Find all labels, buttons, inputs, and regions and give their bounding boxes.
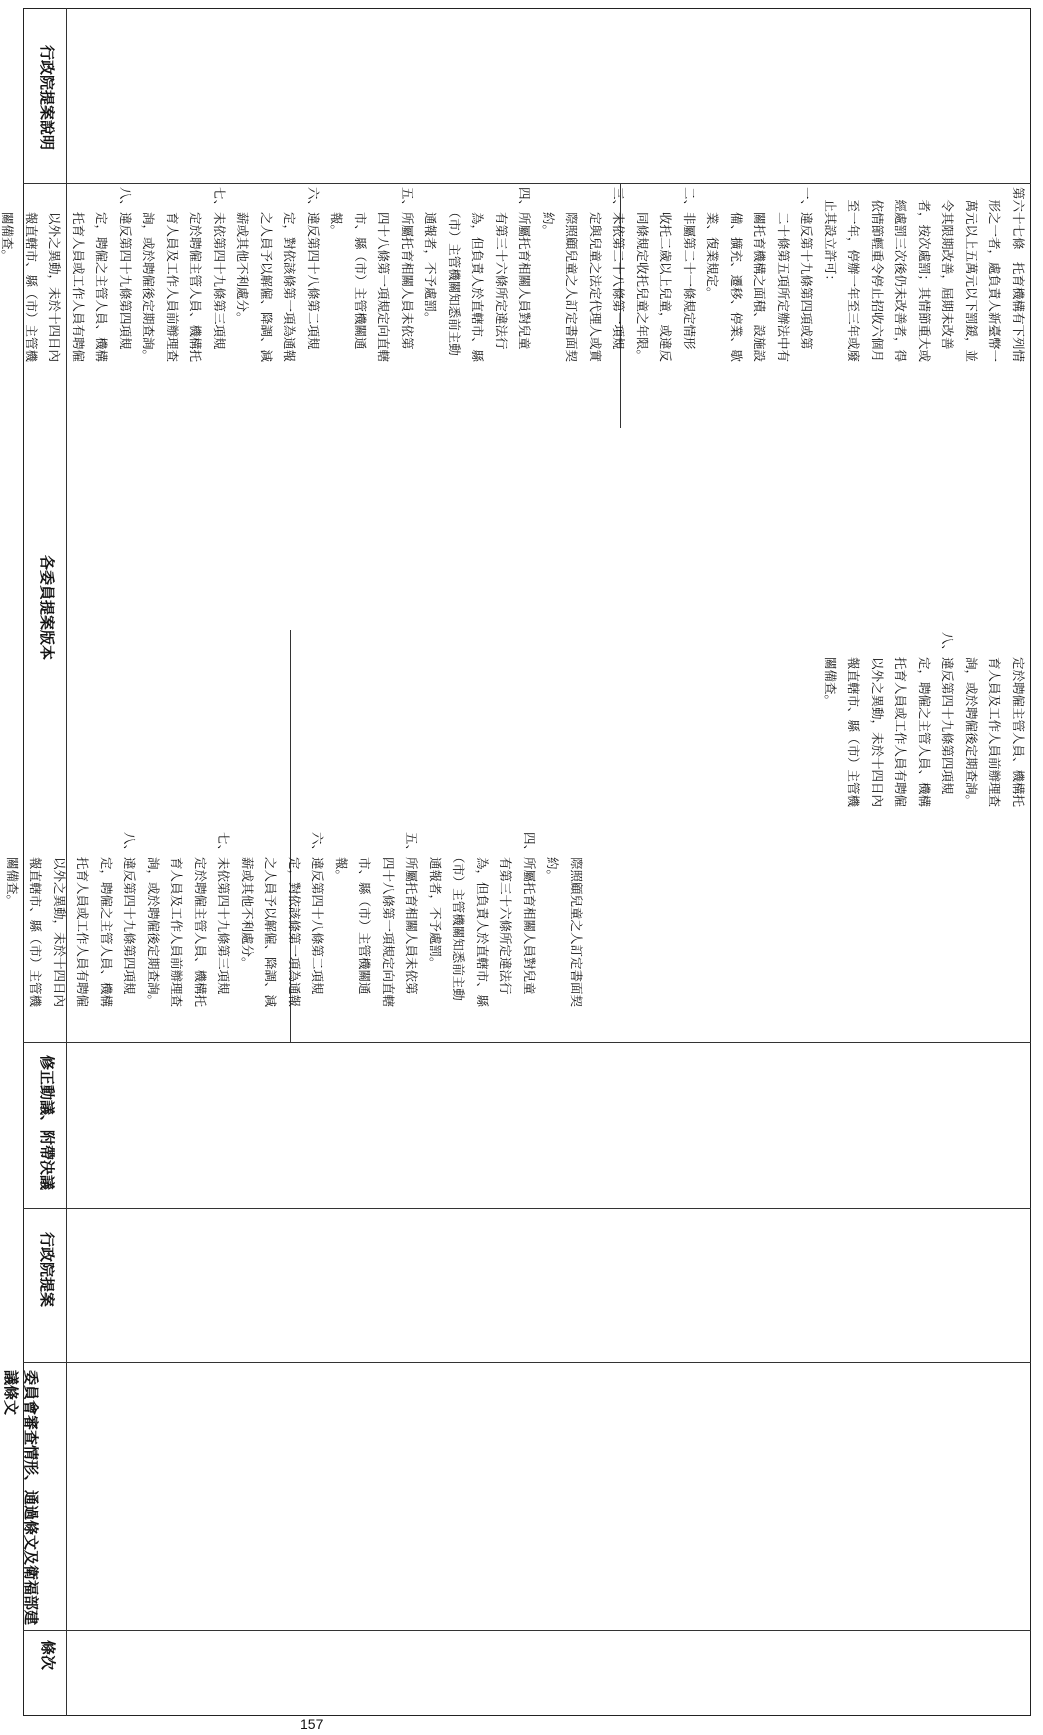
divider-article	[23, 1630, 1031, 1631]
text-line: 定於聘僱主管人員、機構托	[188, 187, 204, 363]
text-line: 育人員及工作人員前辦理查	[169, 832, 185, 1008]
text-line: 育人員及工作人員前辦理查	[165, 187, 180, 363]
text-line: 五、所屬托育相關人員未依第	[404, 832, 420, 995]
header-article: 條次	[39, 1640, 57, 1671]
text-line: 育人員及工作人員前辦理查	[987, 632, 1003, 808]
proposal-text-continued	[0, 832, 588, 1007]
text-line: 薪或其他不利處分。	[235, 187, 251, 325]
text-line: 托育人員或工作人員有聘僱	[75, 832, 91, 1008]
text-line: 至一年，停辦一年至三年或廢	[846, 187, 862, 363]
text-line: 二、非屬第二十一條規定情形	[682, 187, 697, 350]
text-line: 詢，或於聘僱後定期查詢。	[141, 187, 157, 363]
text-line: 報。	[334, 832, 349, 883]
text-line: 五、所屬托育相關人員未依第	[400, 187, 415, 350]
proposal-text-mid	[819, 632, 1031, 807]
text-line: 定，聘僱之主管人員、機構	[99, 832, 114, 1008]
text-line: 關備查。	[5, 832, 20, 908]
text-line: 市、縣（市）主管機關通	[357, 832, 373, 995]
text-line: 托育人員或工作人員有聘僱	[71, 187, 86, 363]
text-line: 四十八條第一項規定向直轄	[381, 832, 396, 1008]
text-line: 以外之異動，未於十四日內	[52, 832, 67, 1008]
text-line: 定與兒童之法定代理人或實	[588, 187, 603, 363]
text-line: 報直轄市、縣（市）主管機	[28, 832, 44, 1008]
text-line: 定，聘僱之主管人員、機構	[94, 187, 110, 363]
text-line: 之人員予以解僱、降調、減	[263, 832, 279, 1008]
text-line: 二十條第五項所定辦法中有	[776, 187, 791, 363]
text-line: 際照顧兒童之人訂定書面契	[564, 187, 580, 363]
text-line: 八、違反第四十九條第四項規	[122, 832, 138, 995]
text-line: 為，但負責人於直轄市、縣	[470, 187, 486, 363]
text-line: 之人員予以解僱、降調、減	[259, 187, 274, 363]
text-line: （市）主管機關知悉前主動	[447, 187, 462, 356]
text-line: 為，但負責人於直轄市、縣	[475, 832, 490, 1008]
text-line: 萬元以上五萬元以下罰鍰，並	[964, 187, 979, 363]
divider-explanation	[23, 183, 1031, 184]
text-line: 形之一者，處負責人新臺幣一	[987, 187, 1003, 363]
text-line: 六、違反第四十八條第二項規	[306, 187, 321, 350]
text-line: 七、未依第四十九條第三項規	[212, 187, 227, 350]
text-line: 市、縣（市）主管機關通	[353, 187, 368, 350]
text-line: 定於聘僱主管人員、機構托	[193, 832, 208, 1008]
text-line: 四十八條第一項規定向直轄	[376, 187, 392, 363]
text-line: 報直轄市、縣（市）主管機	[24, 187, 39, 363]
text-line: 托育人員或工作人員有聘僱	[893, 632, 909, 808]
text-line: 依情節輕重令停止招收六個月	[870, 187, 885, 363]
text-line: 止其設立許可：	[823, 187, 838, 288]
header-amendment: 修正動議、附帶決議	[38, 1055, 56, 1191]
text-line: 通報者，不予處罰。	[428, 832, 443, 970]
text-line: 定於聘僱主管人員、機構托	[1011, 632, 1026, 808]
text-line: 七、未依第四十九條第三項規	[216, 832, 232, 995]
text-line: 四、所屬托育相關人員對兒童	[522, 832, 537, 995]
text-line: 報。	[329, 187, 345, 238]
header-review: 委員會審查情形、通過條文及衛福部建議條文	[2, 1370, 40, 1626]
header-explanation: 行政院提案說明	[38, 45, 56, 151]
text-line: 者，按次處罰；其情節重大或	[917, 187, 932, 363]
text-line: 備、擴充、遷移、停業、歇	[729, 187, 744, 363]
text-line: 報直轄市、縣（市）主管機	[846, 632, 862, 808]
text-line: 關托育機構之面積、設施設	[752, 187, 768, 363]
text-line: 以外之異動，未於十四日內	[870, 632, 885, 808]
divider-amendment	[23, 1042, 1031, 1043]
text-line: 八、違反第四十九條第四項規	[118, 187, 133, 350]
text-line: 六、違反第四十八條第二項規	[310, 832, 326, 995]
text-line: 有第三十六條所定違法行	[498, 832, 514, 995]
text-line: 第六十七條 托育機構有下列情	[1011, 187, 1026, 363]
divider-review	[23, 1362, 1031, 1363]
text-line: 際照顧兒童之人訂定書面契	[569, 832, 584, 1008]
text-line: 八、違反第四十九條第四項規	[940, 632, 956, 795]
text-line: 經處罰三次後仍未改善者，得	[893, 187, 909, 363]
text-line: 定，對依該條第一項為通報	[287, 832, 302, 1008]
text-line: （市）主管機關知悉前主動	[451, 832, 467, 1001]
text-line: 業、復業規定。	[705, 187, 721, 300]
text-line: 四、所屬托育相關人員對兒童	[517, 187, 533, 350]
text-line: 有第三十六條所定違法行	[494, 187, 509, 350]
text-line: 約。	[545, 832, 561, 883]
text-line: 約。	[541, 187, 556, 238]
text-line: 令其限期改善，屆期未改善	[940, 187, 956, 350]
text-line: 關備查。	[0, 187, 16, 263]
page-number: 157	[300, 1716, 324, 1732]
text-line: 定，對依該條第一項為通報	[282, 187, 298, 363]
text-line: 同條規定收托兒童之年限。	[635, 187, 650, 363]
text-line: 三、未依第二十八條第一項規	[611, 187, 627, 350]
text-line: 關備查。	[823, 632, 838, 708]
text-line: 一、違反第十九條第四項或第	[799, 187, 815, 350]
text-line: 詢，或於聘僱後定期查詢。	[964, 632, 979, 808]
text-line: 薪或其他不利處分。	[240, 832, 255, 970]
header-ey-proposal: 行政院提案	[38, 1232, 56, 1308]
divider-ey-proposal	[23, 1208, 1031, 1209]
text-line: 以外之異動，未於十四日內	[47, 187, 63, 363]
text-line: 通報者，不予處罰。	[423, 187, 439, 325]
proposal-text-right	[0, 187, 1030, 362]
text-line: 詢，或於聘僱後定期查詢。	[146, 832, 161, 1008]
header-versions: 各委員提案版本	[38, 555, 56, 661]
text-line: 收托二歲以上兒童，或違反	[658, 187, 674, 363]
text-line: 定，聘僱之主管人員、機構	[917, 632, 932, 808]
